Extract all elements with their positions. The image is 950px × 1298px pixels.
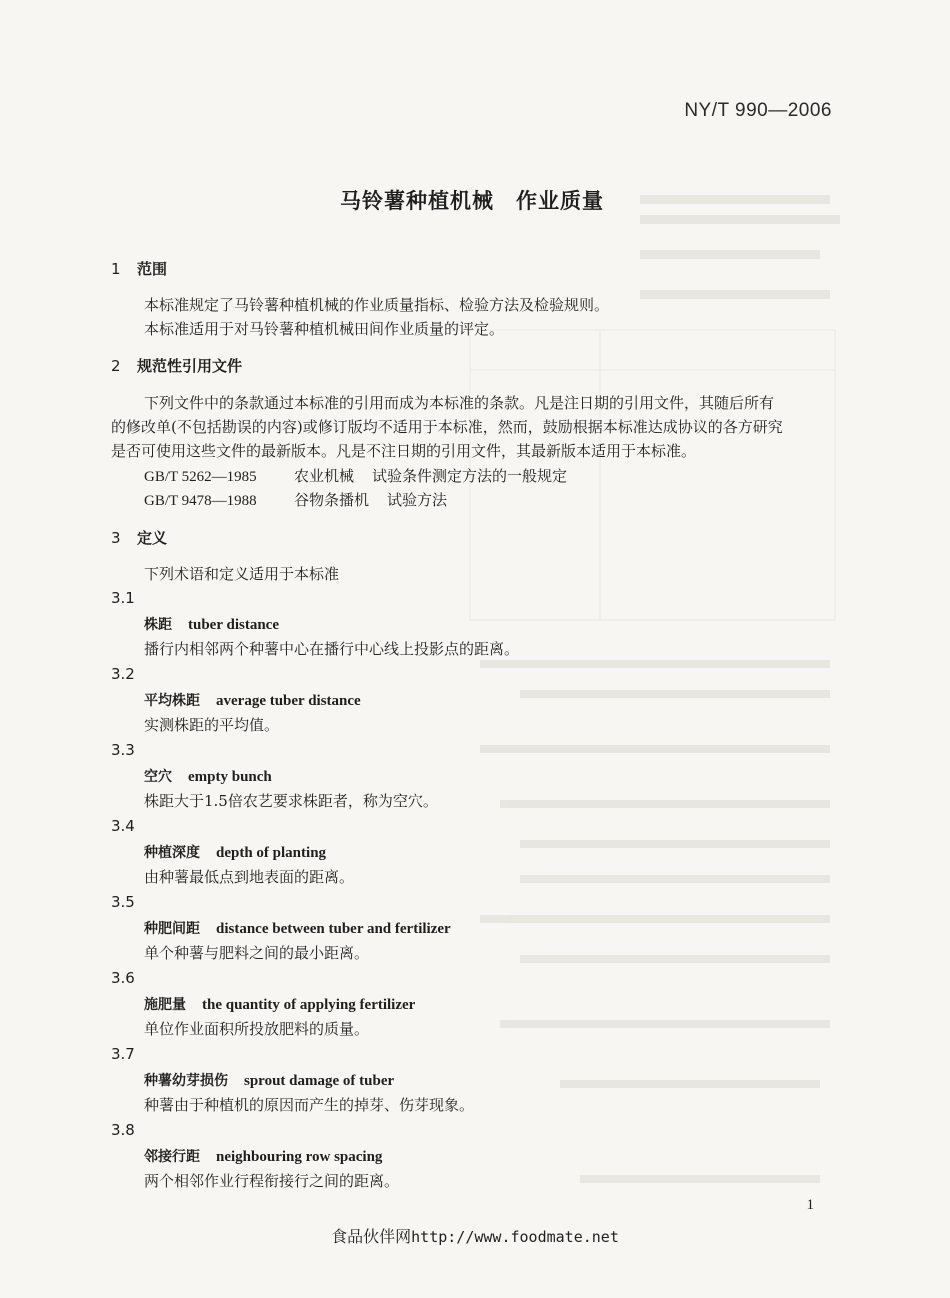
term-english: tuber distance [188,617,279,633]
term-english: the quantity of applying fertilizer [202,997,416,1013]
term-title [144,614,279,634]
section-heading [111,258,167,279]
subsection-number: 3.6 [111,969,135,987]
term-chinese: 种植深度 [144,845,200,861]
term-english: depth of planting [216,845,327,861]
section-number: 2 [111,357,121,375]
subsection-number: 3.5 [111,893,135,911]
term-title [144,1070,394,1090]
term-definition: 两个相邻作业行程衔接行之间的距离。 [144,1172,400,1190]
term-title [144,842,326,862]
term-english: distance between tuber and fertilizer [216,921,451,937]
section-heading [111,355,242,376]
term-chinese: 平均株距 [144,693,200,709]
term-definition: 单位作业面积所投放肥料的质量。 [144,1020,370,1038]
section-title: 定义 [137,529,168,547]
term-definition: 种薯由于种植机的原因而产生的掉芽、伤芽现象。 [144,1096,475,1114]
paragraph-line: 下列文件中的条款通过本标准的引用而成为本标准的条款。凡是注日期的引用文件，其随后所有 [144,394,775,412]
page-number: 1 [806,1197,814,1213]
reference-title: 试验条件测定方法的一般规定 [372,467,568,485]
section-title: 范围 [137,260,168,278]
reference-item [144,465,567,486]
document-title: 马铃薯种植机械 作业质量 [340,189,604,213]
subsection-number: 3.7 [111,1045,135,1063]
term-title [144,918,451,938]
subsection-number: 3.3 [111,741,135,759]
term-chinese: 施肥量 [144,997,186,1013]
term-english: sprout damage of tuber [244,1073,395,1089]
subsection-number: 3.2 [111,665,135,683]
paragraph-line: 的修改单(不包括勘误的内容)或修订版均不适用于本标准，然而，鼓励根据本标准达成协议的各方研究 [111,418,783,436]
term-chinese: 种肥间距 [144,921,200,937]
term-english: neighbouring row spacing [216,1149,383,1165]
term-chinese: 空穴 [144,769,172,785]
term-definition: 株距大于1.5倍农艺要求株距者，称为空穴。 [144,792,438,810]
section-number: 3 [111,529,121,547]
reference-code: GB/T 5262—1985 [144,469,257,485]
paragraph: 本标准规定了马铃薯种植机械的作业质量指标、检验方法及检验规则。 [144,296,610,314]
term-english: average tuber distance [216,693,361,709]
subsection-number: 3.1 [111,589,135,607]
term-title [144,690,361,710]
term-definition: 由种薯最低点到地表面的距离。 [144,868,355,886]
standard-number: NY/T 990—2006 [684,100,832,121]
term-title [144,994,415,1014]
section-title: 规范性引用文件 [137,357,243,375]
term-title [144,1146,382,1166]
term-title [144,766,272,786]
subsection-number: 3.4 [111,817,135,835]
footer-url[interactable]: http://www.foodmate.net [411,1228,619,1246]
term-definition: 单个种薯与肥料之间的最小距离。 [144,944,370,962]
paragraph: 本标准适用于对马铃薯种植机械田间作业质量的评定。 [144,320,505,338]
term-chinese: 株距 [144,617,172,633]
reference-title: 试验方法 [387,491,448,509]
section-heading [111,527,167,548]
section-number: 1 [111,260,121,278]
reference-title: 农业机械 [294,467,355,485]
term-definition: 实测株距的平均值。 [144,716,280,734]
paragraph-line: 是否可使用这些文件的最新版本。凡是不注日期的引用文件，其最新版本适用于本标准。 [111,442,697,460]
footer-watermark [0,1224,950,1247]
reference-title: 谷物条播机 [294,491,370,509]
paragraph: 下列术语和定义适用于本标准 [144,565,340,583]
term-definition: 播行内相邻两个种薯中心在播行中心线上投影点的距离。 [144,640,520,658]
reference-item [144,489,447,510]
term-chinese: 邻接行距 [144,1149,200,1165]
subsection-number: 3.8 [111,1121,135,1139]
reference-code: GB/T 9478—1988 [144,493,257,509]
term-english: empty bunch [188,769,272,785]
term-chinese: 种薯幼芽损伤 [144,1073,228,1089]
footer-site-name: 食品伙伴网 [331,1227,412,1246]
